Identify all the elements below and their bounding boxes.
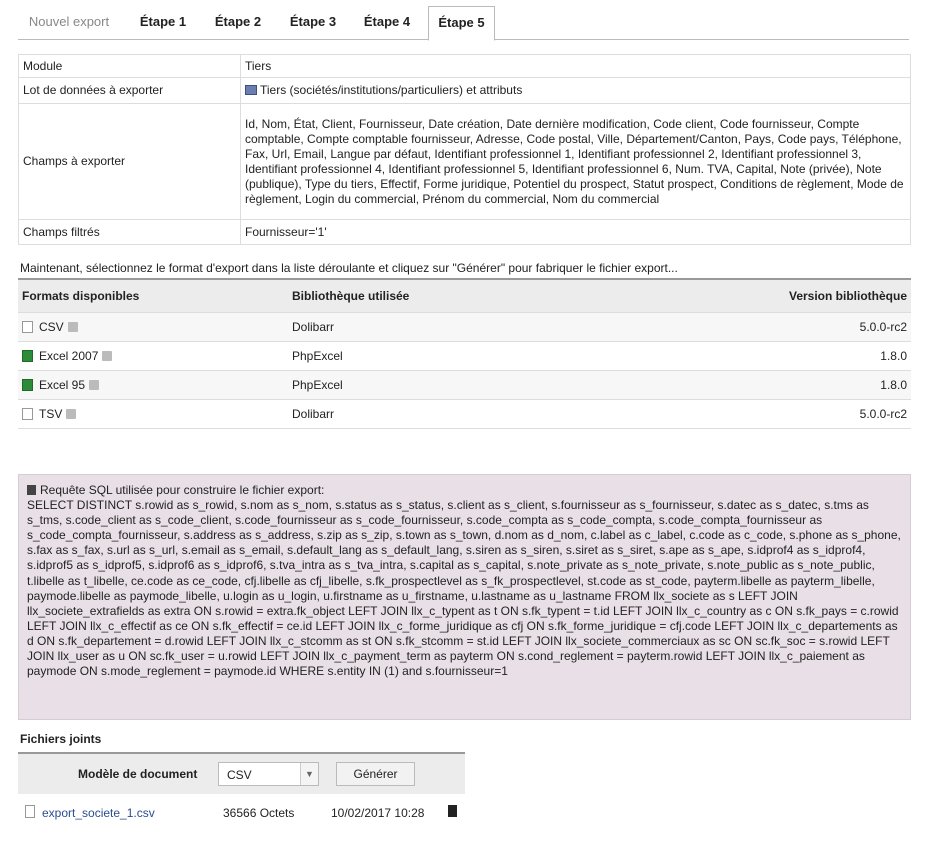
info-icon[interactable]	[66, 409, 76, 419]
format-name: Excel 95	[39, 377, 86, 392]
trash-icon[interactable]	[448, 805, 457, 817]
header-formats: Formats disponibles	[18, 279, 288, 312]
tab-etape-1[interactable]: Étape 1	[139, 14, 187, 29]
format-name-cell	[18, 399, 288, 428]
module-value: Tiers	[241, 55, 911, 78]
fields-value: Id, Nom, État, Client, Fournisseur, Date création, Date dernière modification, Code client, Code fournisseur, Compte comptable, Compte comptable fournisseur, Adresse, Code postal, Ville, Département/Canton, Pays, Code pays, Téléphone, Fax, Url, Email, Langue par défaut, Identifiant professionnel 1, Identifiant professionnel 2, Identifiant professionnel 3, Identifiant professionnel 4, Identifiant professionnel 5, Identifiant professionnel 6, Num. TVA, Capital, Note (privée), Note (publique), Type du tiers, Effectif, Forme juridique, Potentiel du prospect, Statut prospect, Conditions de règlement, Mode de règlement, Login du commercial, Prénom du commercial, Nom du commercial	[241, 104, 911, 220]
sql-query: SELECT DISTINCT s.rowid as s_rowid, s.nom as s_nom, s.status as s_status, s.client as s_client, s.fournisseur as s_fournisseur, s.datec as s_datec, s.tms as s_tms, s.code_client as s_code_client, s.code_fournisseur as s_code_fournisseur, s.code_compta as s_code_compta, s.code_compta_fournisseur as s_code_compta_fournisseur, s.address as s_address, s.zip as s_zip, s.town as s_town, d.nom as d_nom, c.label as c_label, c.code as c_code, s.phone as s_phone, s.fax as s_fax, s.url as s_url, s.email as s_email, s.default_lang as s_default_lang, s.siren as s_siren, s.siret as s_siret, s.ape as s_ape, s.idprof4 as s_idprof4, s.idprof5 as s_idprof5, s.idprof6 as s_idprof6, s.tva_intra as s_tva_intra, s.capital as s_capital, s.note_private as s_note_private, s.note_public as s_note_public, t.libelle as t_libelle, ce.code as ce_code, cfj.libelle as cfj_libelle, s.fk_prospectlevel as s_fk_prospectlevel, st.code as st_code, payterm.libelle as payterm_libelle, paymode.libelle as paymode_libelle, u.login as u_login, u.firstname as u_firstname, u.lastname as u_lastname FROM llx_societe as s LEFT JOIN llx_societe_extrafields as extra ON s.rowid = extra.fk_object LEFT JOIN llx_c_typent as t ON s.fk_typent = t.id LEFT JOIN llx_c_country as c ON s.fk_pays = c.rowid LEFT JOIN llx_c_effectif as ce ON s.fk_effectif = ce.id LEFT JOIN llx_c_forme_juridique as cfj ON s.fk_forme_juridique = cfj.code LEFT JOIN llx_c_departements as d ON s.fk_departement = d.rowid LEFT JOIN llx_c_stcomm as st ON s.fk_stcomm = st.id LEFT JOIN llx_societe_commerciaux as sc ON sc.fk_soc = s.rowid LEFT JOIN llx_user as u ON sc.fk_user = u.rowid LEFT JOIN llx_c_payment_term as payterm ON s.cond_reglement = payterm.rowid LEFT JOIN llx_c_paiement as paymode ON s.mode_reglement = paymode.id WHERE s.entity IN (1) and s.fournisseur=1	[27, 498, 901, 679]
file-icon	[22, 408, 33, 420]
format-version: 1.8.0	[628, 370, 911, 399]
format-name-cell	[18, 312, 288, 341]
filtered-label: Champs filtrés	[19, 220, 241, 245]
format-name-cell	[18, 370, 288, 399]
database-icon	[27, 485, 36, 495]
instruction-text: Maintenant, sélectionnez le format d'export dans la liste déroulante et cliquez sur "Générer" pour fabriquer le fichier export...	[20, 261, 678, 275]
tab-nouvel-export[interactable]: Nouvel export	[28, 14, 110, 29]
excel-icon	[22, 350, 33, 362]
file-size: 36566 Octets	[223, 806, 295, 820]
sql-query-box	[18, 474, 911, 720]
format-library: PhpExcel	[288, 341, 628, 370]
excel-icon	[22, 379, 33, 391]
sql-title-line	[27, 483, 902, 498]
formats-header	[18, 279, 911, 312]
header-version: Version bibliothèque	[628, 279, 911, 312]
tab-etape-2[interactable]: Étape 2	[214, 14, 262, 29]
filtered-value: Fournisseur='1'	[241, 220, 911, 245]
format-version: 1.8.0	[628, 341, 911, 370]
file-date: 10/02/2017 10:28	[331, 806, 425, 820]
generate-button[interactable]: Générer	[336, 762, 415, 786]
document-generator-bar	[18, 752, 465, 794]
chevron-down-icon[interactable]: ▼	[300, 763, 318, 785]
format-library: Dolibarr	[288, 399, 628, 428]
model-select[interactable]	[218, 762, 319, 786]
format-row-csv	[18, 312, 911, 341]
formats-table	[18, 278, 911, 429]
file-link[interactable]: export_societe_1.csv	[42, 806, 155, 820]
dataset-value: Tiers (sociétés/institutions/particuliers) et attributs	[260, 83, 523, 97]
file-row	[18, 801, 465, 825]
format-row-excel2007	[18, 341, 911, 370]
format-name: CSV	[39, 319, 64, 334]
dataset-label: Lot de données à exporter	[19, 78, 241, 104]
tab-etape-5[interactable]: Étape 5	[428, 6, 495, 41]
tab-etape-4[interactable]: Étape 4	[363, 14, 411, 29]
summary-row-fields	[19, 104, 911, 220]
attached-files-title: Fichiers joints	[20, 732, 102, 746]
summary-row-dataset	[19, 78, 911, 104]
info-icon[interactable]	[102, 351, 112, 361]
format-library: PhpExcel	[288, 370, 628, 399]
dataset-icon	[245, 85, 257, 95]
tab-bar	[18, 4, 909, 40]
module-label: Module	[19, 55, 241, 78]
format-row-tsv	[18, 399, 911, 428]
model-label: Modèle de document	[78, 767, 198, 781]
summary-row-module	[19, 55, 911, 78]
info-icon[interactable]	[89, 380, 99, 390]
export-summary-table	[18, 54, 911, 245]
model-select-value: CSV	[227, 768, 252, 782]
summary-row-filtered	[19, 220, 911, 245]
sql-title: Requête SQL utilisée pour construire le fichier export:	[40, 483, 325, 497]
dataset-cell	[241, 78, 911, 104]
header-library: Bibliothèque utilisée	[288, 279, 628, 312]
format-library: Dolibarr	[288, 312, 628, 341]
format-version: 5.0.0-rc2	[628, 399, 911, 428]
format-row-excel95	[18, 370, 911, 399]
document-icon	[25, 805, 35, 818]
info-icon[interactable]	[68, 322, 78, 332]
format-version: 5.0.0-rc2	[628, 312, 911, 341]
format-name-cell	[18, 341, 288, 370]
tab-etape-3[interactable]: Étape 3	[289, 14, 337, 29]
fields-label: Champs à exporter	[19, 104, 241, 220]
format-name: TSV	[39, 406, 63, 421]
format-name: Excel 2007	[39, 348, 99, 363]
file-icon	[22, 321, 33, 333]
